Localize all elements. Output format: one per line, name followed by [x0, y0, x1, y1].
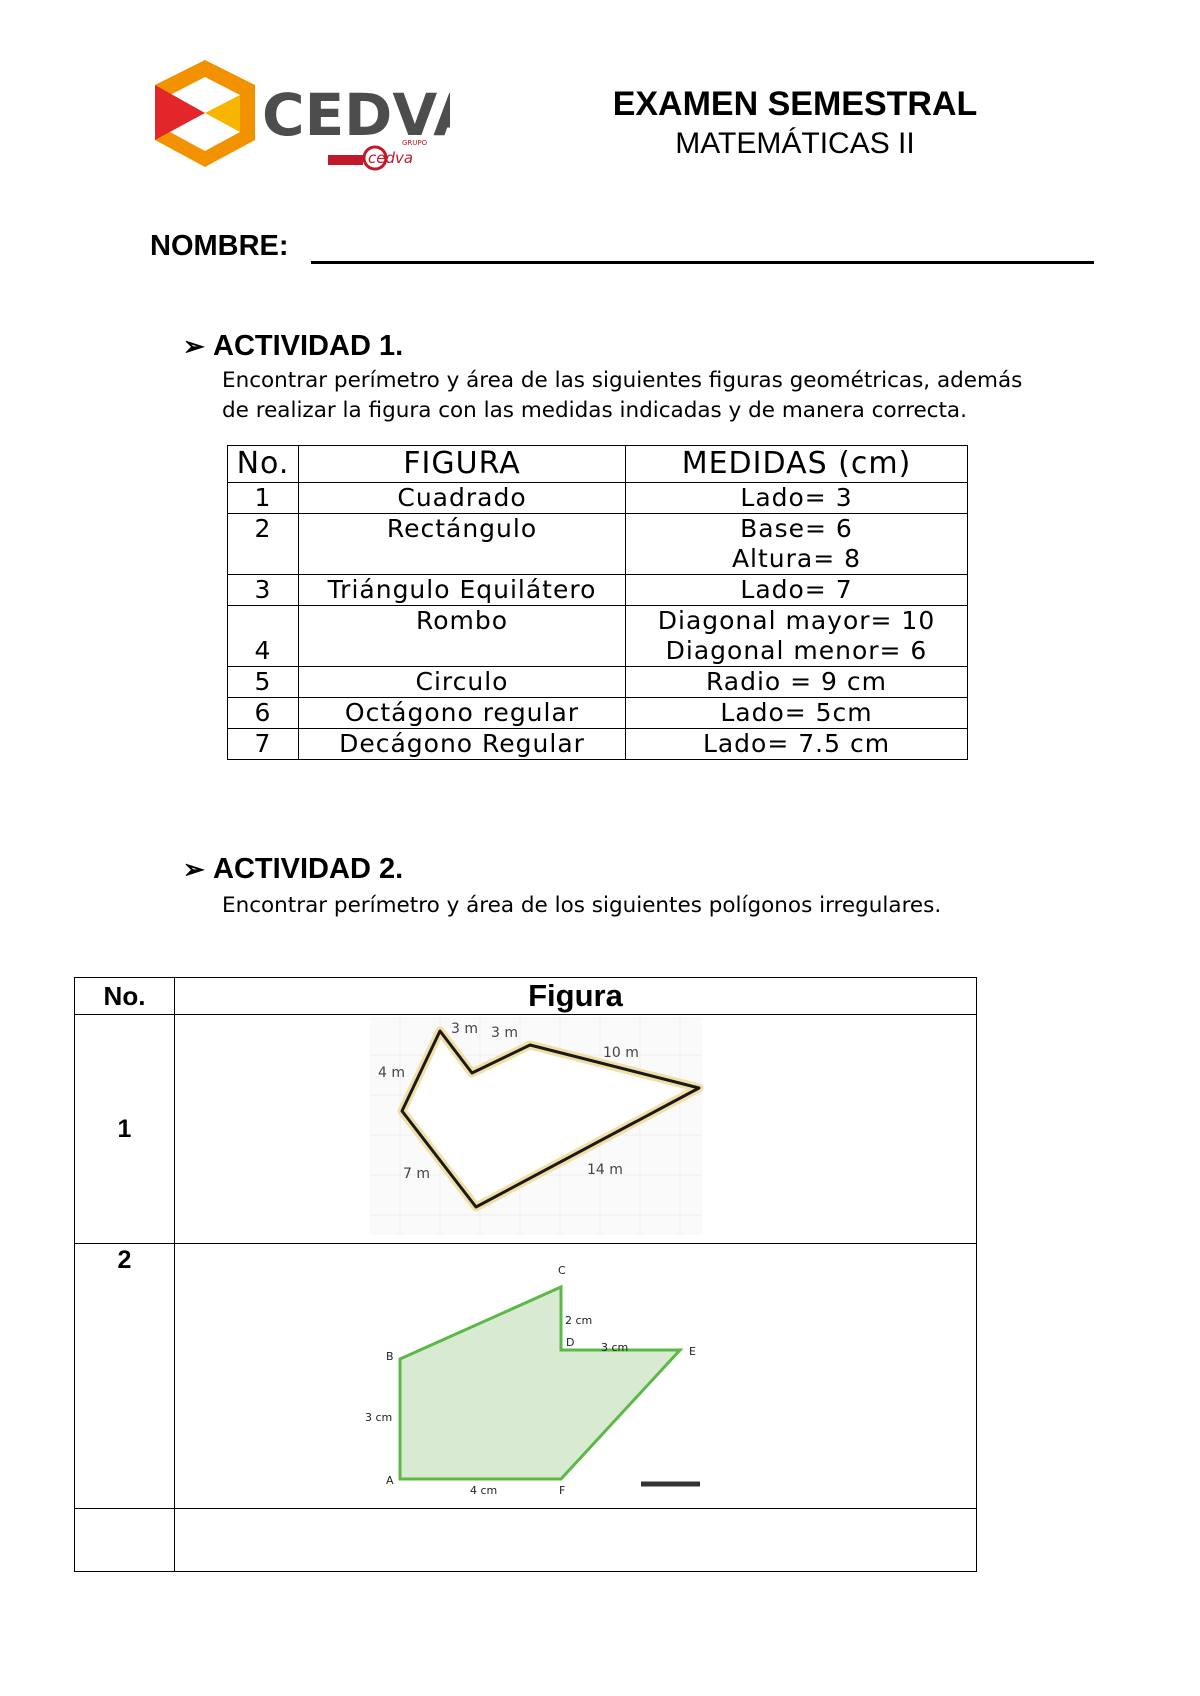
header-no: No. [75, 978, 175, 1015]
row-no: 5 [228, 667, 299, 698]
side-label: 2 cm [565, 1314, 593, 1327]
row-no: 7 [228, 729, 299, 760]
vertex-label: E [689, 1345, 696, 1358]
row-measure: Lado= 7 [626, 575, 968, 606]
side-label: 3 cm [365, 1411, 393, 1424]
vertex-label: A [386, 1474, 394, 1487]
activity2-table [74, 977, 977, 1572]
side-label: 10 m [603, 1045, 639, 1061]
cedva-logo-graphic [150, 55, 450, 185]
row-measure: Lado= 3 [626, 483, 968, 514]
activity2-heading [183, 852, 403, 886]
activity2-title: ACTIVIDAD 2. [213, 853, 404, 885]
activity1-heading [183, 329, 403, 363]
row-no: 1 [75, 1015, 175, 1244]
activity1-instructions-line1: Encontrar perímetro y área de las siguientes figuras geométricas, además [222, 368, 1023, 393]
polygon-figure-1 [175, 1015, 976, 1239]
side-label: 3 m [491, 1025, 518, 1041]
vertex-label: C [558, 1264, 566, 1277]
row-figure: Rectángulo [299, 514, 626, 575]
header-figure: FIGURA [299, 446, 626, 483]
figure-cell-1 [175, 1015, 977, 1244]
logo-text: CEDV [262, 81, 434, 149]
vertex-label: D [566, 1336, 575, 1349]
table-row [228, 575, 968, 606]
table-row [75, 1244, 977, 1509]
table-row [228, 698, 968, 729]
header-measures: MEDIDAS (cm) [626, 446, 968, 483]
row-measure: Diagonal menor= 6 [665, 636, 928, 665]
row-measure: Diagonal mayor= 10 [657, 606, 936, 635]
vertex-label: B [386, 1350, 394, 1363]
polygon-figure-2 [175, 1244, 976, 1504]
row-no: 3 [228, 575, 299, 606]
table-row [228, 729, 968, 760]
side-label: 4 cm [470, 1484, 498, 1497]
row-measure: Lado= 7.5 cm [626, 729, 968, 760]
table-header-row [75, 978, 977, 1015]
header-no: No. [228, 446, 299, 483]
table-row [75, 1509, 977, 1572]
row-measures [626, 514, 968, 575]
row-no: 6 [228, 698, 299, 729]
name-input-line[interactable] [311, 261, 1094, 264]
table-row [228, 483, 968, 514]
header-figure: Figura [175, 978, 977, 1015]
name-label: NOMBRE: [150, 230, 289, 262]
side-label: 14 m [587, 1162, 623, 1178]
row-figure: Cuadrado [299, 483, 626, 514]
side-label: 7 m [403, 1166, 430, 1182]
arrow-bullet-icon: ➢ [183, 331, 205, 361]
exam-subject: MATEMÁTICAS II [675, 127, 915, 160]
row-no: 4 [228, 606, 299, 667]
row-figure: Octágono regular [299, 698, 626, 729]
row-figure: Triángulo Equilátero [299, 575, 626, 606]
row-no: 1 [228, 483, 299, 514]
side-label: 4 m [378, 1065, 405, 1081]
figure-cell-3 [175, 1509, 977, 1572]
row-measures [626, 606, 968, 667]
row-measure: Lado= 5cm [626, 698, 968, 729]
logo-sub-brand: cedva [368, 149, 414, 167]
activity1-table [227, 445, 968, 760]
side-label: 3 m [451, 1021, 478, 1037]
exam-title: EXAMEN SEMESTRAL [612, 85, 978, 123]
table-row [228, 514, 968, 575]
row-measure: Base= 6 [740, 514, 853, 543]
activity1-instructions-line2: de realizar la figura con las medidas indicadas y de manera correcta. [222, 398, 967, 423]
activity1-instructions [222, 366, 1142, 426]
polygon-shape [400, 1287, 680, 1479]
table-row [228, 606, 968, 667]
table-header-row [228, 446, 968, 483]
table-row [75, 1015, 977, 1244]
vertex-label: F [559, 1484, 566, 1497]
row-measure: Altura= 8 [731, 544, 862, 573]
row-measure: Radio = 9 cm [626, 667, 968, 698]
row-figure: Decágono Regular [299, 729, 626, 760]
row-no: 2 [75, 1244, 175, 1509]
row-figure: Circulo [299, 667, 626, 698]
row-no: 2 [228, 514, 299, 575]
activity1-title: ACTIVIDAD 1. [213, 330, 404, 362]
arrow-bullet-icon: ➢ [183, 854, 205, 884]
side-label: 3 cm [601, 1341, 629, 1354]
figure-cell-2 [175, 1244, 977, 1509]
activity2-instructions: Encontrar perímetro y área de los siguientes polígonos irregulares. [222, 893, 942, 918]
cedva-logo [150, 55, 450, 185]
row-figure: Rombo [299, 606, 626, 667]
logo-sub-grupo: GRUPO [402, 139, 428, 147]
table-row [228, 667, 968, 698]
row-no [75, 1509, 175, 1572]
